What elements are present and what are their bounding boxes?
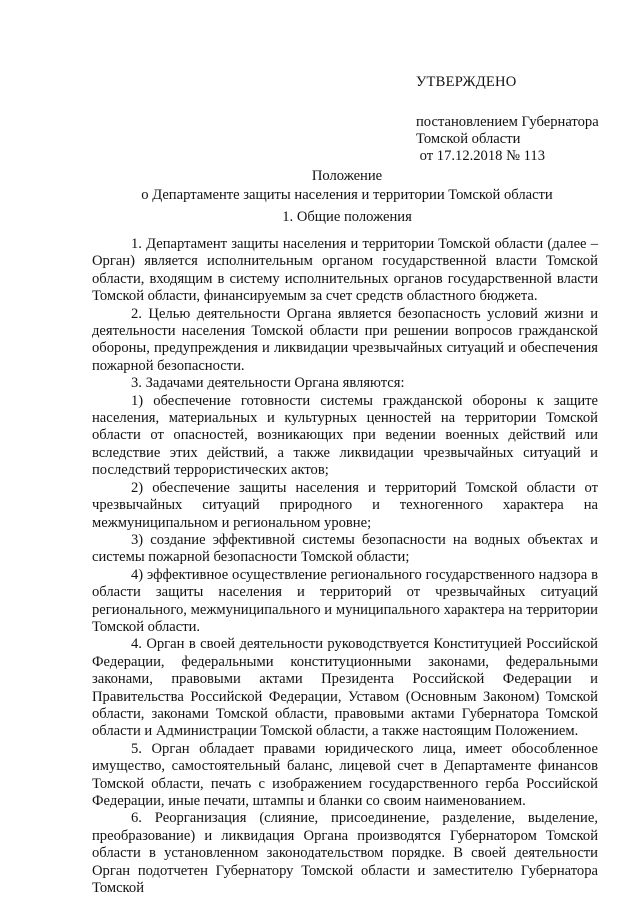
paragraph: 5. Орган обладает правами юридического лица, имеет обособленное имущество, самостоятельный баланс, лицевой счет в Департаменте финансов Томской области, печать с изображением государственного герба Российской Федерации, иные печати, штампы и бланки со своим наименованием. (92, 740, 598, 809)
paragraph: 1. Департамент защиты населения и территории Томской области (далее – Орган) является исполнительным органом государственной власти Томской области, входящим в систему исполнительных органов государственной власти Томской области, финансируемым за счет средств областного бюджета. (92, 236, 598, 305)
approval-heading: УТВЕРЖДЕНО (416, 74, 517, 90)
list-item: 3) создание эффективной системы безопасности на водных объектах и системы пожарной безопасности Томской области; (92, 531, 598, 566)
list-item: 2) обеспечение защиты населения и территорий Томской области от чрезвычайных ситуаций природного и техногенного характера на межмуниципальном и региональном уровне; (92, 479, 598, 531)
list-item: 4) эффективное осуществление регионального государственного надзора в области защиты населения и территорий от чрезвычайных ситуаций регионального, межмуниципального и муниципального характера на территории Томской области. (92, 566, 598, 635)
paragraph: 3. Задачами деятельности Органа являются: (131, 375, 405, 392)
approval-stamp (416, 74, 599, 165)
document-subtitle: о Департаменте защиты населения и территории Томской области (141, 187, 553, 203)
section-title: 1. Общие положения (282, 209, 412, 225)
document-title-block (92, 167, 602, 205)
list-item: 1) обеспечение готовности системы гражданской обороны к защите населения, материальных и культурных ценностей на территории Томской области от опасностей, возникающих при ведении военных действий или вследствие этих действий, а также ликвидации чрезвычайных ситуаций и последствий террористических актов; (92, 392, 598, 479)
paragraph: 2. Целью деятельности Органа является безопасность условий жизни и деятельности населения Томской области при решении вопросов гражданской обороны, предупреждения и ликвидации чрезвычайных ситуаций и обеспечения пожарной безопасности. (92, 305, 598, 374)
document-body (92, 236, 598, 897)
paragraph: 6. Реорганизация (слияние, присоединение, разделение, выделение, преобразование) и ликвидация Органа производятся Губернатором Томской области в установленном законодательством порядке. В своей деятельности Орган подотчетен Губернатору Томской области и заместителю Губернатора Томской (92, 810, 598, 897)
approval-line: Томской области (416, 131, 521, 147)
paragraph: 4. Орган в своей деятельности руководствуется Конституцией Российской Федерации, федеральными конституционными законами, федеральными законами, правовыми актами Президента Российской Федерации и Правительства Российской Федерации, Уставом (Основным Законом) Томской области, законами Томской области, правовыми актами Губернатора Томской области и Администрации Томской области, а также настоящим Положением. (92, 636, 598, 740)
document-title: Положение (311, 168, 383, 184)
approval-date-line: от 17.12.2018 № 113 (416, 148, 546, 164)
approval-line: постановлением Губернатора (416, 114, 599, 130)
